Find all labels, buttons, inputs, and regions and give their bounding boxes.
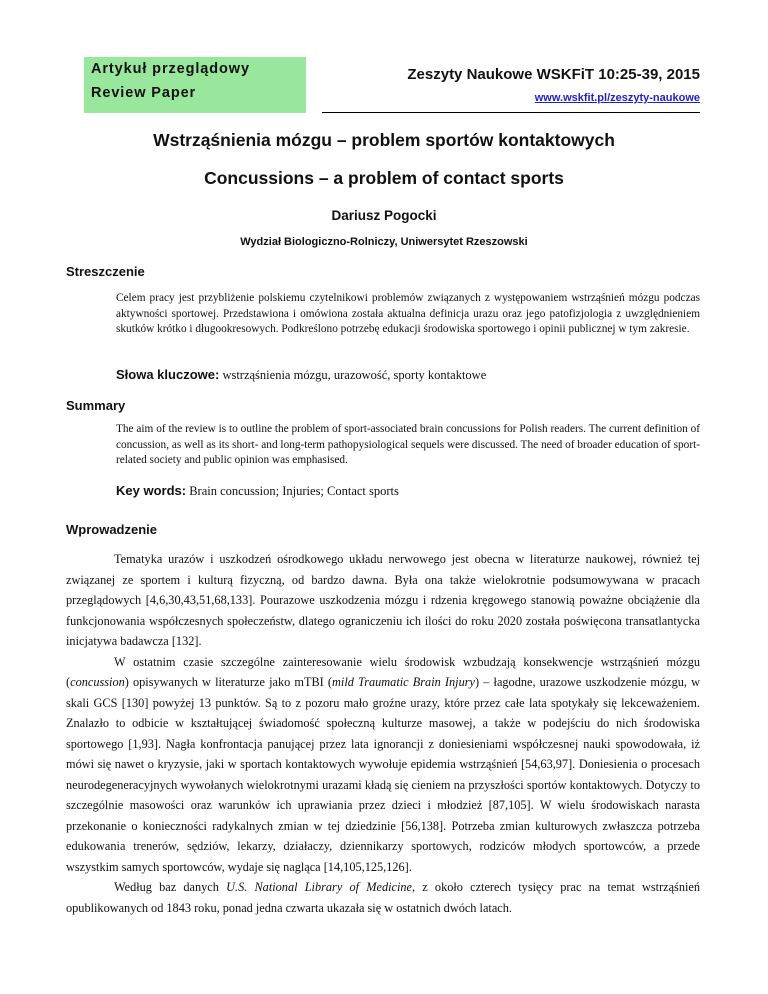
- key-words-label: Key words:: [116, 483, 187, 498]
- intro-paragraph-2: W ostatnim czasie szczególne zainteresowanie wielu środowisk wzbudzają konsekwencje wstrząśnień mózgu (concussion) opisywanych w literaturze jako mTBI (mild Traumatic Brain Injury) – łagodne, urazowe uszkodzenie mózgu, w skali GCS [130] powyżej 13 punktów. Są to z pozoru mało groźne urazy, które przez całe lata spotykały się lekceważeniem. Znalazło to odbicie w kształtującej świadomość społeczną kulturze masowej, a także w podejściu do nich środowiska sportowego [1,93]. Nagła konfrontacja panującej przez lata ignorancji z doniesieniami współczesnej nauki spowodowała, iż mówi się nawet o kryzysie, jaki w sportach kontaktowych wywołuje epidemia wstrząśnień [54,63,97]. Doniesienia o procesach neurodegeneracyjnych wywołanych wielokrotnymi urazami kładą się cieniem na przyszłości sportów kontaktowych. Dotyczy to szczególnie masowości oraz warunków ich uprawiania przez dzieci i młodzież [87,105]. W wielu środowiskach narasta przekonanie o konieczności radykalnych zmian w tej dziedzinie [56,138]. Potrzeba zmian kulturowych zwłaszcza potrzeba edukowania trenerów, sędziów, lekarzy, działaczy, dziennikarzy sportowych, rodziców młodych sportowców, a przede wszystkim samych sportowców, wydaje się nagląca [14,105,125,126].: [66, 654, 700, 874]
- slowa-kluczowe-label: Słowa kluczowe:: [116, 367, 220, 382]
- article-type-pl: Artykuł przeglądowy: [91, 61, 250, 77]
- title-english: Concussions – a problem of contact sports: [204, 168, 564, 188]
- streszczenie-heading: Streszczenie: [66, 264, 145, 279]
- article-type-badge: [84, 57, 306, 113]
- article-type-en: Review Paper: [91, 85, 197, 101]
- author-affiliation: Wydział Biologiczno-Rolniczy, Uniwersytet Rzeszowski: [240, 236, 528, 248]
- slowa-kluczowe-value: wstrząśnienia mózgu, urazowość, sporty kontaktowe: [222, 368, 487, 382]
- term-concussion: concussion: [70, 675, 125, 689]
- intro-paragraph-3: Według baz danych U.S. National Library of Medicine, z około czterech tysięcy prac na temat wstrząśnień opublikowanych od 1843 roku, ponad jedna czwarta ukazała się w ostatnich dwóch latach.: [66, 880, 700, 915]
- key-words-value: Brain concussion; Injuries; Contact sports: [189, 484, 399, 498]
- streszczenie-text: Celem pracy jest przybliżenie polskiemu czytelnikowi problemów związanych z występowaniem wstrząśnień mózgu podczas aktywności sportowej. Przedstawiona i omówiona została aktualna definicja urazu oraz jego patofizjologia z uwzględnieniem skutków krótko i długookresowych. Podkreślono potrzebę edukacji środowiska sportowego i opinii publicznej w tym zakresie.: [116, 292, 700, 335]
- key-words: [116, 483, 716, 499]
- journal-citation: Zeszyty Naukowe WSKFiT 10:25-39, 2015: [407, 66, 700, 83]
- journal-url-link[interactable]: www.wskfit.pl/zeszyty-naukowe: [534, 92, 700, 104]
- slowa-kluczowe: [116, 367, 716, 383]
- intro-heading: Wprowadzenie: [66, 522, 158, 537]
- term-mtbi: mild Traumatic Brain Injury: [332, 675, 475, 689]
- summary-heading: Summary: [66, 398, 126, 413]
- header-rule: [322, 112, 700, 113]
- summary-text: The aim of the review is to outline the problem of sport-associated brain concussions for Polish readers. The current definition of concussion, as well as its short- and long-term pathopysiological sequels were discussed. The need of broader education of sport-related society and public opinion was emphasised.: [116, 423, 700, 466]
- nlm-name: U.S. National Library of Medicine: [226, 880, 412, 894]
- intro-body: [66, 549, 700, 918]
- author-name: Dariusz Pogocki: [331, 208, 437, 223]
- intro-paragraph-1: Tematyka urazów i uszkodzeń ośrodkowego układu nerwowego jest obecna w literaturze naukowej, również tej związanej ze sportem i kulturą fizyczną, od bardzo dawna. Była ona także wielokrotnie podsumowywana w pracach przeglądowych [4,6,30,43,51,68,133]. Pourazowe uszkodzenia mózgu i rdzenia kręgowego stanowią poważne obciążenie dla funkcjonowania współczesnych społeczeństw, dlatego ograniczeniu ich ilości do roku 2020 została poświęcona transatlantycka inicjatywa badawcza [132].: [66, 552, 700, 648]
- title-polish: Wstrząśnienia mózgu – problem sportów kontaktowych: [153, 130, 615, 150]
